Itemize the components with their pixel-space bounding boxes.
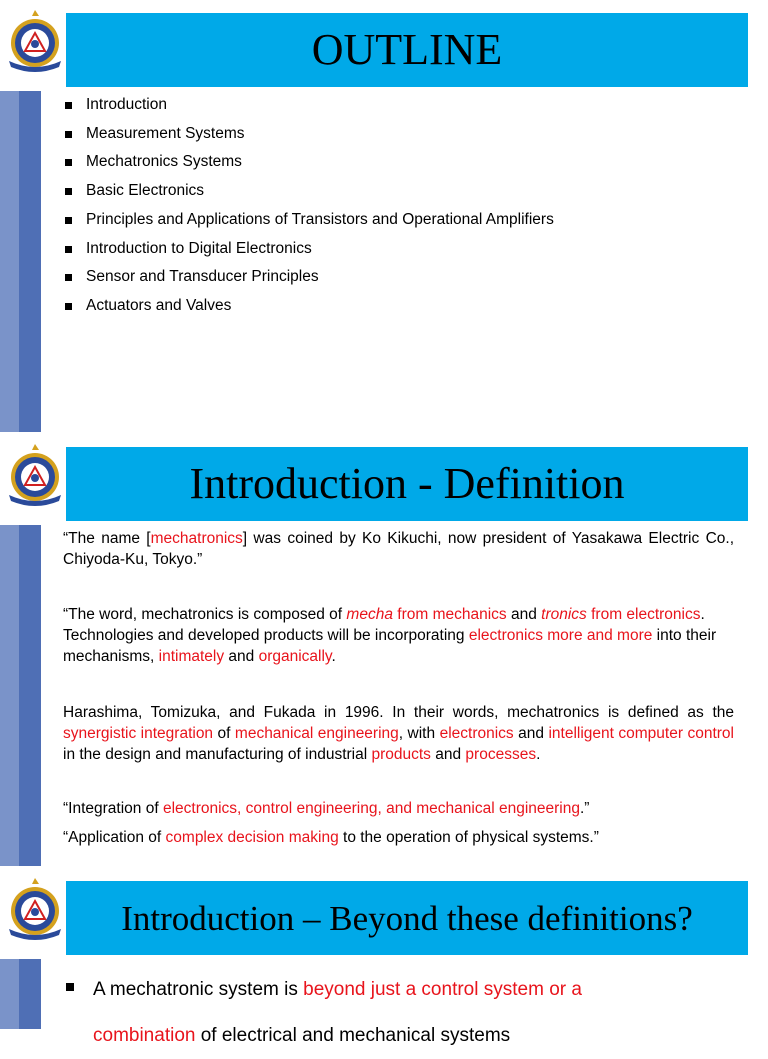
highlight-text: complex decision making [165, 829, 339, 846]
text-run: .” [580, 800, 590, 817]
list-item: Measurement Systems [62, 120, 554, 149]
highlight-text: mechanical engineering [234, 725, 399, 742]
slide-outline [0, 0, 768, 434]
text-run: “Integration of [63, 800, 163, 817]
text-run: “The name [ [63, 530, 151, 547]
list-item: Sensor and Transducer Principles [62, 263, 554, 292]
highlight-text: processes [465, 746, 537, 763]
list-item: Principles and Applications of Transistors and Operational Amplifiers [62, 206, 554, 235]
text-run: . [536, 746, 541, 763]
highlight-text: products [371, 746, 431, 763]
university-crest-icon [5, 877, 65, 941]
text-run: “Application of [63, 829, 166, 846]
definition-quote-application [63, 827, 734, 848]
highlight-text: synergistic integration [63, 725, 214, 742]
text-run: A mechatronic system is [93, 979, 304, 1000]
slide-title-bar [66, 881, 748, 955]
decorative-side-band [0, 91, 41, 432]
list-item: Actuators and Valves [62, 292, 554, 321]
highlight-text: intimately [158, 648, 225, 665]
definition-quote-integration [63, 798, 734, 819]
text-run: and [224, 648, 259, 665]
highlight-text: tronics [541, 606, 587, 623]
list-item: Introduction to Digital Electronics [62, 235, 554, 264]
list-item: Introduction [62, 91, 554, 120]
text-run: Harashima, Tomizuka, and Fukada in 1996. In their words, mechatronics is defined as the [63, 704, 734, 721]
highlight-text: combination [93, 1025, 196, 1046]
list-item: Basic Electronics [62, 177, 554, 206]
highlight-text: mechatronics [150, 530, 243, 547]
slide-title: Introduction - Definition [189, 459, 625, 508]
list-item [63, 967, 582, 1013]
text-run: . Technologies and developed products will be incorporating [63, 606, 705, 644]
text-run: in the design and manufacturing of industrial [63, 746, 372, 763]
slide-title-bar [66, 447, 748, 521]
decorative-side-band [0, 525, 41, 866]
highlight-text: electronics, control engineering, and mechanical engineering [162, 800, 580, 817]
highlight-text: beyond just a control system or a [303, 979, 582, 1000]
slide-title: Introduction – Beyond these definitions? [121, 898, 693, 938]
university-crest-icon [5, 443, 65, 507]
definition-paragraph-kikuchi [63, 528, 734, 570]
text-run: to the operation of physical systems.” [338, 829, 599, 846]
text-run: of [213, 725, 235, 742]
slide-beyond-definitions [0, 868, 768, 1046]
text-run: , with [398, 725, 440, 742]
text-run: and [513, 725, 549, 742]
highlight-text: intelligent computer control [548, 725, 734, 742]
text-run: into their mechanisms, [63, 627, 717, 665]
list-item-continued [63, 1013, 582, 1059]
text-run: ] was coined by Ko Kikuchi, now president of Yasakawa Electric Co., Chiyoda-Ku, Tokyo.” [63, 530, 735, 568]
university-crest-icon [5, 9, 65, 73]
text-run: and [430, 746, 466, 763]
slide-title: OUTLINE [311, 25, 503, 74]
beyond-list [63, 967, 582, 1059]
highlight-text: mecha [346, 606, 393, 623]
list-item: Mechatronics Systems [62, 148, 554, 177]
highlight-text: electronics [439, 725, 514, 742]
outline-list [62, 91, 554, 321]
slide-title-bar [66, 13, 748, 87]
text-run: of electrical and mechanical systems [195, 1025, 511, 1046]
decorative-side-band [0, 959, 41, 1029]
highlight-text: from mechanics [392, 606, 507, 623]
slide-definition [0, 434, 768, 868]
definition-paragraph-harashima [63, 702, 734, 765]
definition-paragraph-word [63, 604, 734, 667]
text-run: . [331, 648, 336, 665]
text-run: and [506, 606, 542, 623]
text-run: “The word, mechatronics is composed of [63, 606, 347, 623]
highlight-text: organically [258, 648, 332, 665]
highlight-text: from electronics [586, 606, 701, 623]
highlight-text: electronics more and more [468, 627, 653, 644]
